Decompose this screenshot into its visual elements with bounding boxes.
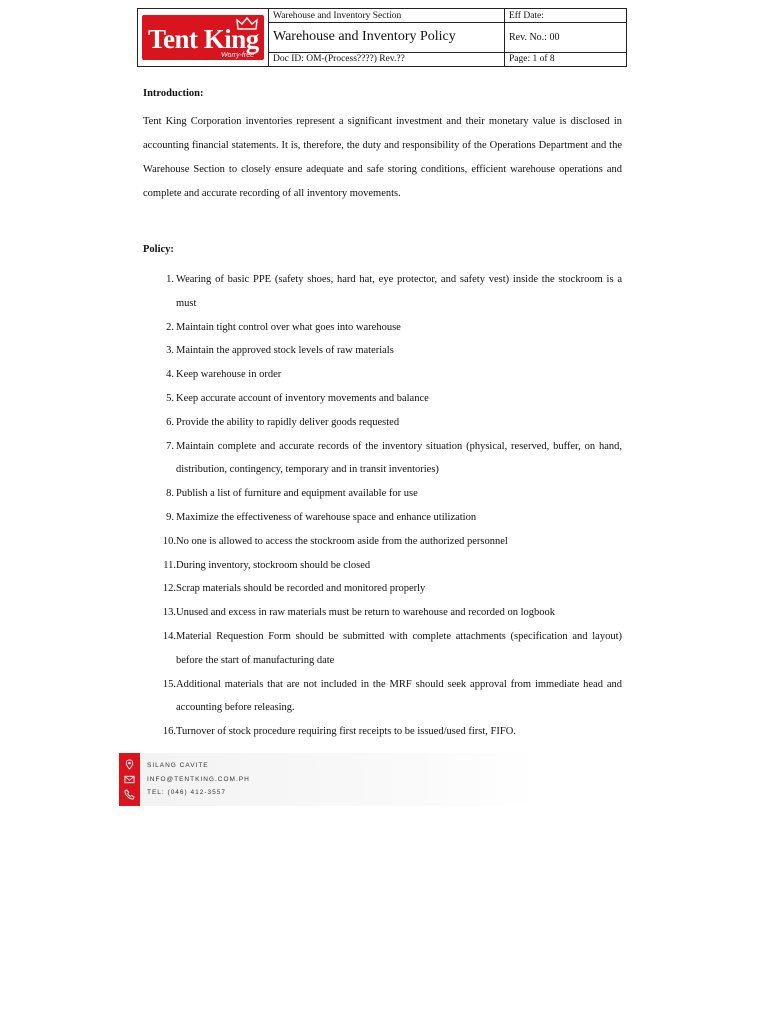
policy-item: 10. No one is allowed to access the stockroom aside from the authorized personnel xyxy=(162,535,508,547)
policy-heading: Policy: xyxy=(143,244,174,255)
policy-item: 13. Unused and excess in raw materials must be return to warehouse and recorded on logbook xyxy=(162,607,556,619)
intro-paragraph xyxy=(143,110,622,206)
policy-item: 12. Scrap materials should be recorded and monitored properly xyxy=(162,583,426,595)
policy-item: 5. Keep accurate account of inventory movements and balance xyxy=(166,392,429,404)
policy-item: 15. Additional materials that are not included in the MRF should seek approval from immediate head and accounting before releasing. xyxy=(162,678,622,714)
document-title: Warehouse and Inventory Policy xyxy=(269,23,505,53)
document-header xyxy=(137,8,627,67)
policy-item: 4. Keep warehouse in order xyxy=(166,369,282,381)
policy-item: 2. Maintain tight control over what goes into warehouse xyxy=(166,321,401,333)
page-number: Page: 1 of 8 xyxy=(505,52,627,66)
intro-line: in accounting financial statements. It is, therefore, the duty and responsibility of the Operations Department xyxy=(143,116,622,151)
intro-line: Tent King Corporation inventories represent a significant investment and their monetary value is disclosed xyxy=(143,116,610,127)
doc-id: Doc ID: OM-(Process????) Rev.?? xyxy=(269,52,505,66)
policy-item: 6. Provide the ability to rapidly deliver goods requested xyxy=(166,416,400,428)
policy-item: 1. Wearing of basic PPE (safety shoes, hard hat, eye protector, and safety vest) inside the stockroom is a must xyxy=(166,274,622,309)
policy-item: 14. Material Requestion Form should be submitted with complete attachments (specification and layout) before the start of manufacturing date xyxy=(162,630,622,666)
contact-footer xyxy=(119,753,538,806)
policy-item: 3. Maintain the approved stock levels of raw materials xyxy=(166,345,394,357)
footer-phone: TEL: (046) 412-3557 xyxy=(147,789,226,796)
intro-heading: Introduction: xyxy=(143,88,204,99)
tent-king-logo xyxy=(142,15,264,60)
logo-tagline: Worry-free xyxy=(220,52,254,59)
policy-item: 16. Turnover of stock procedure requiring first receipts to be issued/used first, FIFO. xyxy=(162,726,516,738)
logo-cell xyxy=(138,9,269,67)
policy-list xyxy=(143,268,622,744)
policy-item: 8. Publish a list of furniture and equipment available for use xyxy=(166,488,418,500)
policy-item: 9. Maximize the effectiveness of warehouse space and enhance utilization xyxy=(166,511,477,523)
logo-wordmark: Tent King xyxy=(148,24,259,54)
footer-email: INFO@TENTKING.COM.PH xyxy=(147,776,250,783)
rev-no: Rev. No.: 00 xyxy=(505,23,627,53)
footer-address: SILANG CAVITE xyxy=(147,762,209,769)
policy-item: 11. During inventory, stockroom should be closed xyxy=(163,559,371,571)
phone-icon xyxy=(124,789,135,800)
section-name: Warehouse and Inventory Section xyxy=(269,9,505,23)
location-pin-icon xyxy=(124,759,135,770)
eff-date: Eff Date: xyxy=(505,9,627,23)
policy-item: 7. Maintain complete and accurate records of the inventory situation (physical, reserved, buffer, on hand, distribution, contingency, temporary and in transit inventories) xyxy=(166,440,622,476)
footer-icon-strip xyxy=(119,753,140,806)
email-icon xyxy=(124,774,135,785)
intro-line: operations and complete and accurate recording of all inventory movements. xyxy=(143,164,622,199)
intro-line: and the Warehouse Section to closely ensure adequate and safe storing conditions, efficient warehouse xyxy=(143,140,623,175)
